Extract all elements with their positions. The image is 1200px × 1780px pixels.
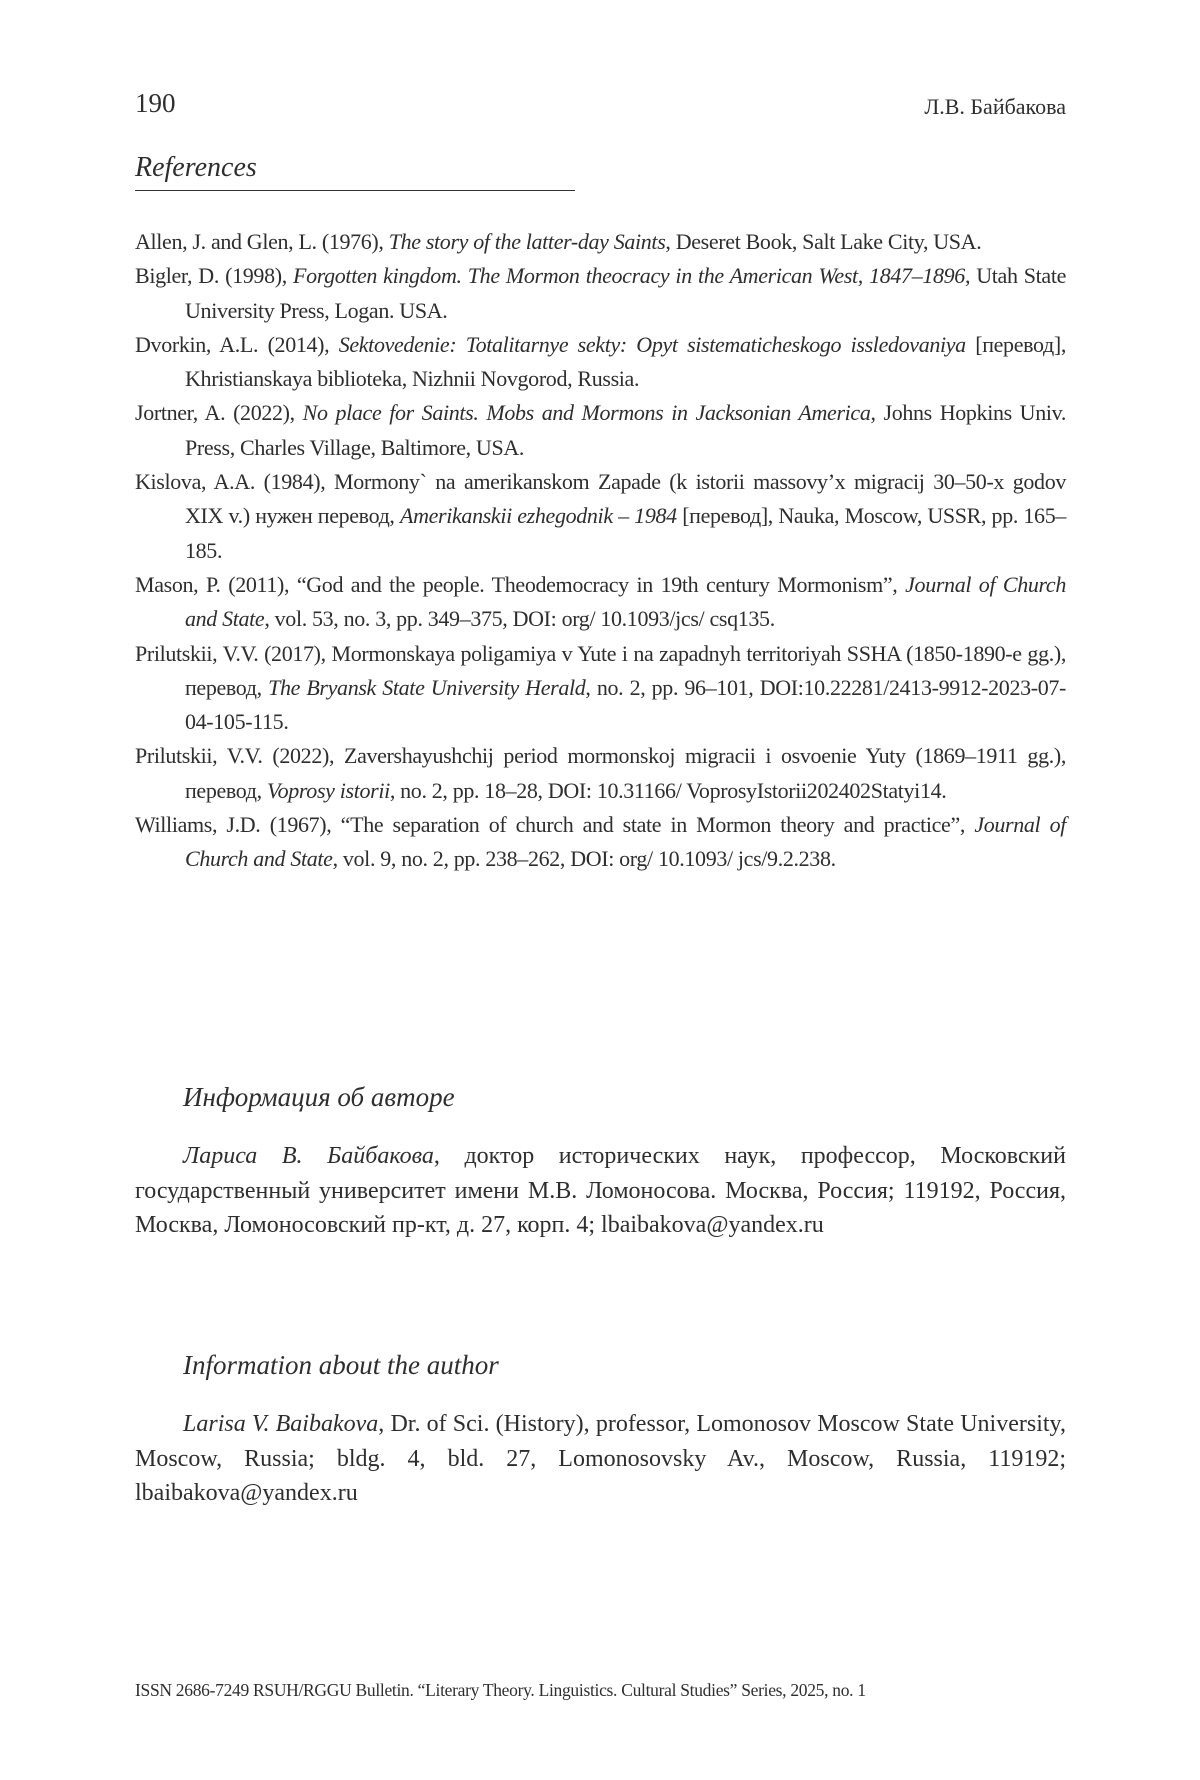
reference-item xyxy=(135,637,1066,740)
reference-title: The story of the latter-day Saints xyxy=(388,229,666,254)
reference-text: , Deseret Book, Salt Lake City, USA. xyxy=(665,229,982,254)
reference-title: Voprosy istorii xyxy=(266,777,390,803)
reference-title: Sektovedenie: Totalitarnye sekty: Opyt sistematicheskogo issledovaniya xyxy=(338,331,966,357)
running-head: Л.В. Байбакова xyxy=(924,94,1066,119)
reference-item xyxy=(135,808,1066,877)
reference-title: No place for Saints. Mobs and Mormons in Jacksonian America xyxy=(302,400,871,426)
reference-text: Mason, P. (2011), “God and the people. Theodemocracy in 19th century Mormonism”, xyxy=(135,571,906,597)
author-info-ru-heading: Информация об авторе xyxy=(183,1082,455,1112)
journal-footer: ISSN 2686-7249 RSUH/RGGU Bulletin. “Literary Theory. Linguistics. Cultural Studies” Series, 2025, no. 1 xyxy=(135,1680,866,1700)
author-info-en-heading: Information about the author xyxy=(183,1350,499,1380)
reference-item xyxy=(135,739,1066,808)
reference-text: Prilutskii, V.V. (2017), Mormonskaya poligamiya v Yute i na zapadnyh territoriyah SSHA (1850-1890-e gg.), перевод, xyxy=(135,640,1066,700)
author-info-ru-text xyxy=(135,1139,1066,1243)
reference-text: , no. 2, pp. 96–101, DOI:10.22281/2413-9912-2023-07-04-105-115. xyxy=(185,674,1067,735)
reference-text: , Utah State University Press, Logan. USA. xyxy=(185,263,1067,323)
author-details-en: , Dr. of Sci. (History), professor, Lomonosov Moscow State University, Moscow, Russia; bldg. 4, bld. 27, Lomonosovsky Av., Moscow, Russia, 119192; lbaibakova@yandex.ru xyxy=(135,1411,1066,1506)
references-heading: References xyxy=(135,152,575,191)
author-info-en-text xyxy=(135,1407,1066,1511)
author-name-en: Larisa V. Baibakova xyxy=(183,1411,379,1437)
reference-text: Kislova, A.A. (1984), Mormony` na amerikanskom Zapade (k istorii massovy’x migracij 30–50-x godov XIX v.) нужен перевод, xyxy=(135,469,1066,529)
author-info-en xyxy=(135,1350,1066,1511)
reference-text: Williams, J.D. (1967), “The separation of church and state in Mormon theory and practice”, xyxy=(135,812,975,838)
reference-title: Journal of Church and State xyxy=(185,812,1066,872)
reference-title: Amerikanskii ezhegodnik – 1984 xyxy=(399,503,677,529)
reference-item xyxy=(135,396,1066,465)
reference-item xyxy=(135,225,1066,259)
page-number: 190 xyxy=(135,88,176,118)
reference-text: , vol. 53, no. 3, pp. 349–375, DOI: org/ 10.1093/jcs/ csq135. xyxy=(264,606,775,632)
reference-text: Bigler, D. (1998), xyxy=(135,263,293,289)
reference-item xyxy=(135,328,1066,397)
reference-item xyxy=(135,465,1066,568)
reference-text: [перевод], Khristianskaya biblioteka, Nizhnii Novgorod, Russia. xyxy=(185,331,1066,392)
reference-item xyxy=(135,259,1066,328)
author-info-ru xyxy=(135,1082,1066,1243)
reference-item xyxy=(135,568,1066,637)
reference-title: Forgotten kingdom. The Mormon theocracy in the American West, 1847–1896 xyxy=(293,263,965,289)
reference-text: Jortner, A. (2022), xyxy=(135,400,303,426)
reference-text: , vol. 9, no. 2, pp. 238–262, DOI: org/ 10.1093/ jcs/9.2.238. xyxy=(332,846,836,872)
author-name-ru: Лариса В. Байбакова xyxy=(183,1143,434,1169)
reference-title: Journal of Church and State xyxy=(185,571,1066,632)
reference-text: [перевод], Nauka, Moscow, USSR, pp. 165–185. xyxy=(185,503,1066,563)
author-details-ru: , доктор исторических наук, профессор, Московский государственный университет имени М.В. Ломоносова. Москва, Россия; 119192, Россия, Москва, Ломоносовский пр-кт, д. 27, корп. 4; lbaibakova@yandex.ru xyxy=(135,1143,1066,1238)
reference-text: , Johns Hopkins Univ. Press, Charles Village, Baltimore, USA. xyxy=(185,400,1067,460)
reference-text: Prilutskii, V.V. (2022), Zavershayushchij period mormonskoj migracii i osvoenie Yuty (1869–1911 gg.), перевод, xyxy=(135,743,1066,803)
reference-title: The Bryansk State University Herald xyxy=(268,674,586,700)
reference-text: Dvorkin, A.L. (2014), xyxy=(135,331,339,357)
references-list xyxy=(135,225,1066,877)
reference-text: Allen, J. and Glen, L. (1976), xyxy=(135,229,389,254)
reference-text: , no. 2, pp. 18–28, DOI: 10.31166/ VoprosyIstorii202402Statyi14. xyxy=(389,777,947,803)
